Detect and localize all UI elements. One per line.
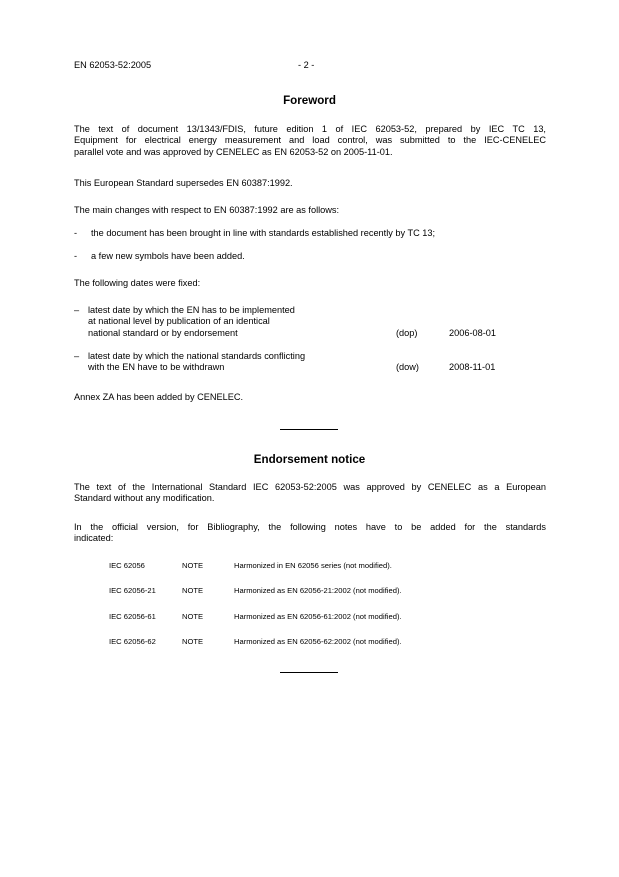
- note-text: Harmonized as EN 62056-62:2002 (not modified).: [234, 637, 402, 646]
- list-item-marker: -: [74, 228, 78, 238]
- list-item: a few new symbols have been added.: [91, 251, 245, 261]
- note-text: Harmonized in EN 62056 series (not modified).: [234, 561, 392, 570]
- list-item-marker: -: [74, 251, 78, 261]
- date-value: 2006-08-01: [449, 327, 496, 338]
- note-label: NOTE: [182, 586, 204, 595]
- bibliography-line: In the official version, for Bibliography, the following notes have to be added for the standards: [74, 522, 546, 532]
- date-code: (dop): [396, 327, 418, 338]
- date-value: 2008-11-01: [449, 362, 496, 373]
- bibliography-line: indicated:: [74, 533, 114, 544]
- date-description-line: latest date by which the EN has to be implemented: [88, 305, 295, 315]
- annex-statement: Annex ZA has been added by CENELEC.: [74, 392, 244, 402]
- date-code: (dow): [396, 362, 419, 373]
- endorsement-line: The text of the International Standard IEC 62053-52:2005 was approved by CENELEC as a European: [74, 482, 546, 492]
- note-label: NOTE: [182, 637, 204, 646]
- section-divider: [280, 672, 338, 673]
- date-description-line: latest date by which the national standards conflicting: [88, 351, 306, 361]
- changes-intro: The main changes with respect to EN 60387:1992 are as follows:: [74, 205, 340, 215]
- date-description-line: national standard or by endorsement: [88, 327, 238, 338]
- endorsement-title: Endorsement notice: [253, 453, 366, 466]
- foreword-intro-line: Equipment for electrical energy measurement and load control, was submitted to the IEC-CENELEC: [74, 135, 546, 146]
- section-divider: [280, 429, 338, 430]
- note-standard: IEC 62056-21: [109, 586, 156, 595]
- page-number: - 2 -: [298, 60, 315, 70]
- foreword-intro-paragraph: [74, 124, 546, 158]
- foreword-intro-line: The text of document 13/1343/FDIS, future edition 1 of IEC 62053-52, prepared by IEC TC 13,: [74, 124, 546, 134]
- note-standard: IEC 62056: [109, 561, 145, 570]
- list-item-marker: –: [74, 305, 80, 315]
- note-text: Harmonized as EN 62056-61:2002 (not modified).: [234, 612, 402, 621]
- foreword-title: Foreword: [283, 94, 336, 107]
- note-standard: IEC 62056-61: [109, 612, 156, 621]
- dates-intro: The following dates were fixed:: [74, 278, 201, 288]
- note-standard: IEC 62056-62: [109, 637, 156, 646]
- endorsement-paragraph: [74, 482, 546, 505]
- document-id: EN 62053-52:2005: [74, 60, 152, 70]
- note-text: Harmonized as EN 62056-21:2002 (not modified).: [234, 586, 402, 595]
- bibliography-paragraph: [74, 522, 546, 545]
- endorsement-line: Standard without any modification.: [74, 493, 215, 504]
- list-item: the document has been brought in line with standards established recently by TC 13;: [91, 228, 436, 238]
- date-description-line: at national level by publication of an identical: [88, 316, 270, 327]
- note-label: NOTE: [182, 561, 204, 570]
- foreword-intro-line: parallel vote and was approved by CENELEC as EN 62053-52 on 2005-11-01.: [74, 146, 393, 157]
- note-label: NOTE: [182, 612, 204, 621]
- date-description-line: with the EN have to be withdrawn: [88, 362, 225, 373]
- supersedes-statement: This European Standard supersedes EN 60387:1992.: [74, 178, 293, 188]
- list-item-marker: –: [74, 351, 80, 361]
